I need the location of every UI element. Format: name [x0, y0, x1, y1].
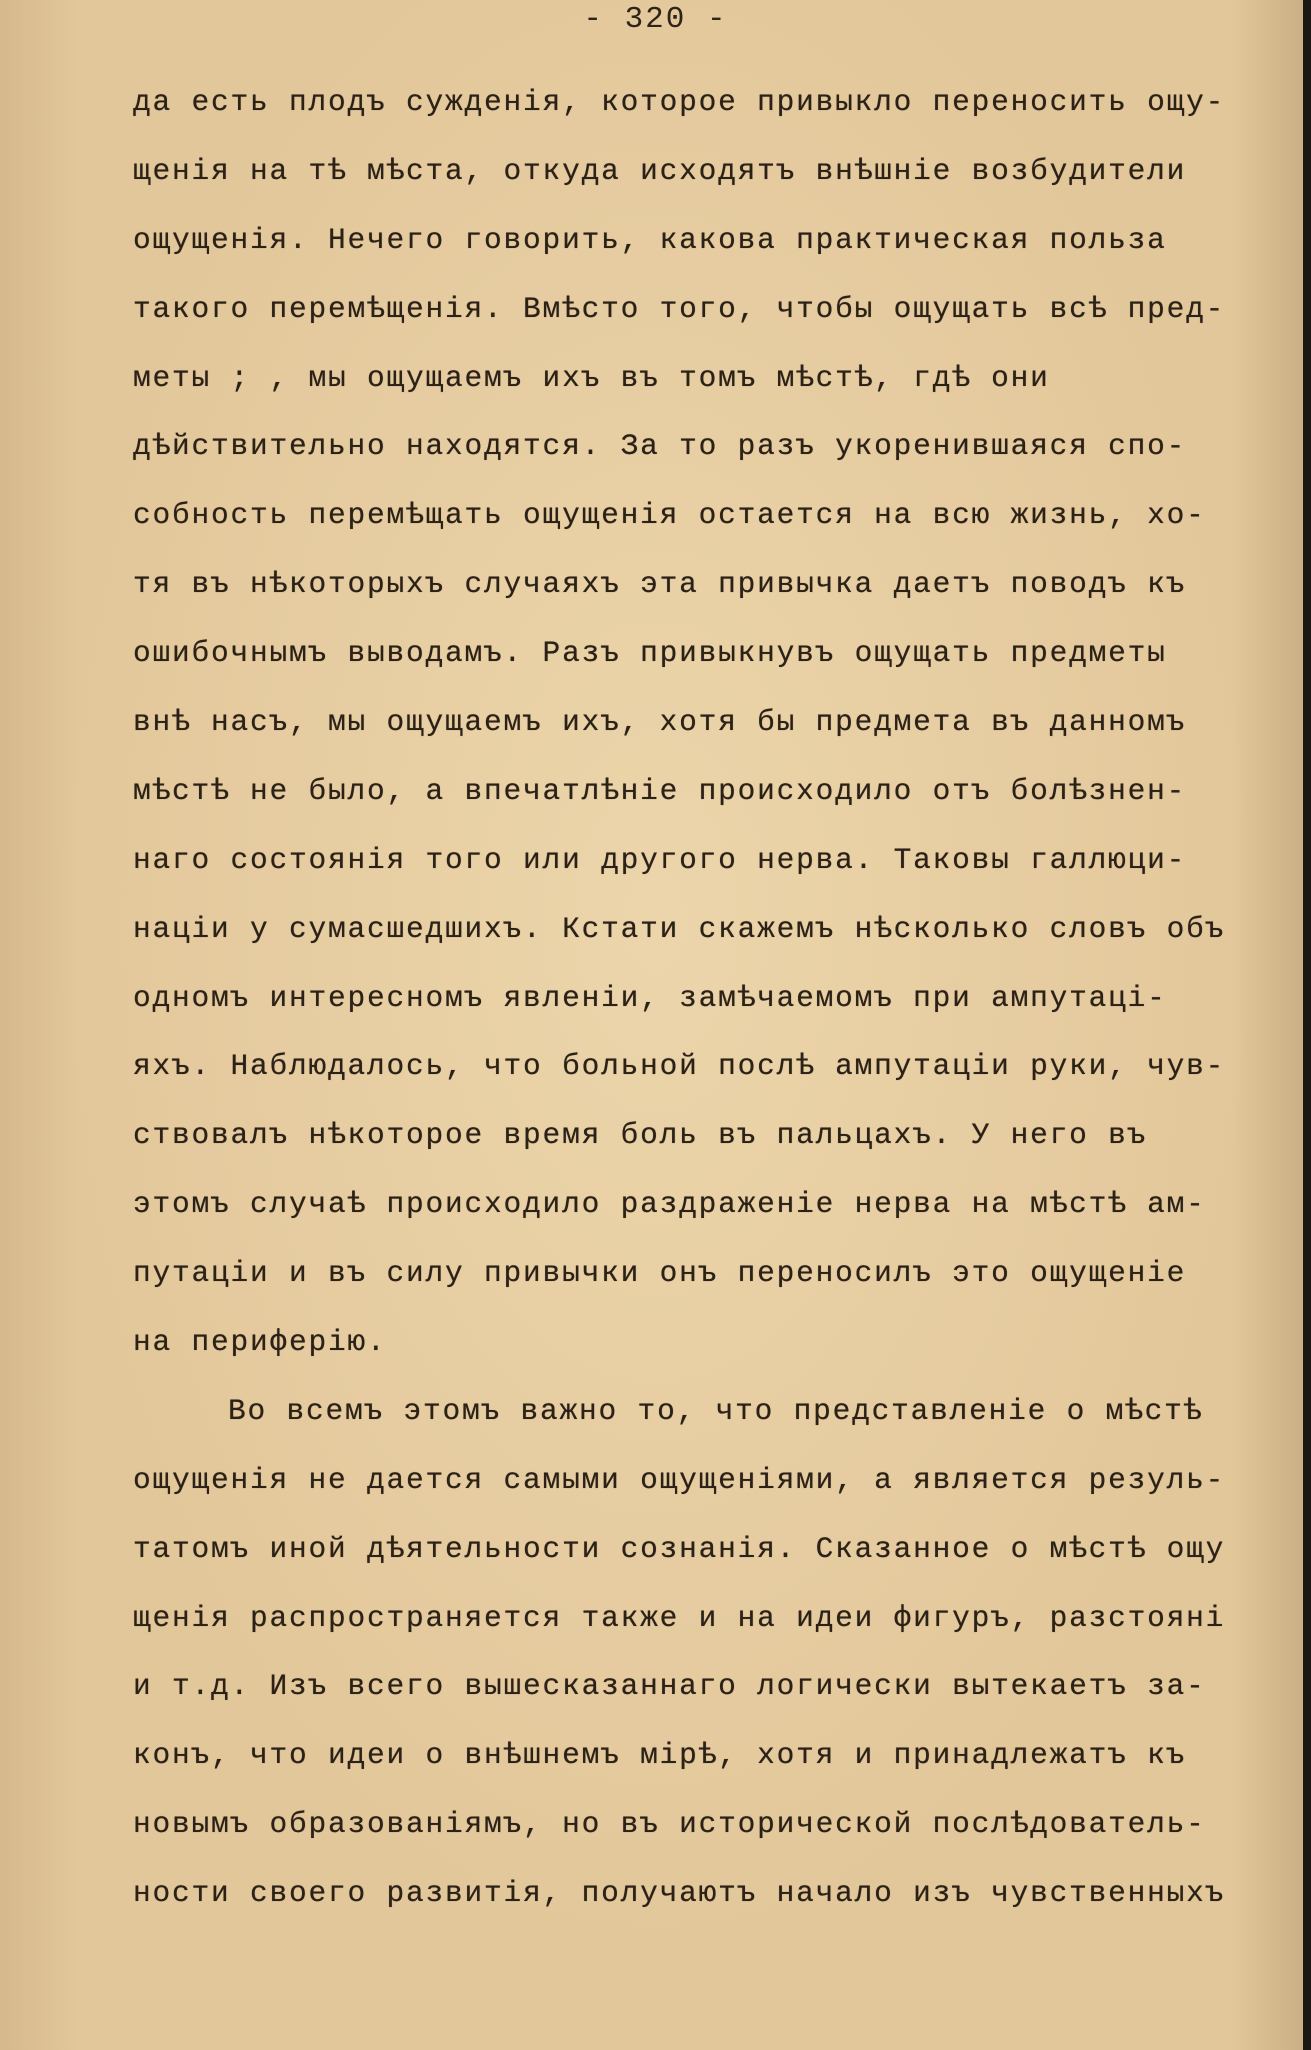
text-line: новымъ образованіямъ, но въ исторической послѣдователь-: [133, 1807, 1206, 1842]
text-line: ности своего развитія, получаютъ начало изъ чувственныхъ: [133, 1876, 1226, 1911]
text-line: да есть плодъ сужденія, которое привыкло переносить ощу-: [133, 85, 1226, 119]
text-line: одномъ интересномъ явленіи, замѣчаемомъ при ампутаці-: [133, 980, 1167, 1015]
text-line: татомъ иной дѣятельности сознанія. Сказанное о мѣстѣ ощу: [133, 1531, 1226, 1566]
text-line: на периферію.: [133, 1325, 387, 1360]
text-line: такого перемѣщенія. Вмѣсто того, чтобы ощущать всѣ пред-: [133, 291, 1226, 326]
text-line: щенія на тѣ мѣста, откуда исходятъ внѣшніе возбудители: [133, 153, 1187, 188]
paragraph-first-line: Во всемъ этомъ важно то, что представленіе о мѣстѣ: [228, 1393, 1204, 1428]
text-line: конъ, что идеи о внѣшнемъ мірѣ, хотя и принадлежатъ къ: [133, 1738, 1187, 1773]
body-text: [133, 68, 1293, 1928]
text-line: ствовалъ нѣкоторое время боль въ пальцахъ. У него въ: [133, 1118, 1148, 1153]
text-line: наго состоянія того или другого нерва. Таковы галлюци-: [133, 842, 1187, 877]
text-line: путаціи и въ силу привычки онъ переносилъ это ощущеніе: [133, 1256, 1187, 1291]
text-line: щенія распространяется также и на идеи фигуръ, разстоянi: [133, 1600, 1226, 1635]
text-line: этомъ случаѣ происходило раздраженіе нерва на мѣстѣ ам-: [133, 1187, 1206, 1222]
text-line: мѣстѣ не было, а впечатлѣніе происходило отъ болѣзнен-: [133, 773, 1187, 808]
text-line: тя въ нѣкоторыхъ случаяхъ эта привычка даетъ поводъ къ: [133, 567, 1187, 602]
text-line: яхъ. Наблюдалось, что больной послѣ ампутаціи руки, чув-: [133, 1049, 1226, 1084]
page-number: - 320 -: [583, 2, 728, 37]
text-line: ошибочнымъ выводамъ. Разъ привыкнувъ ощущать предметы: [133, 636, 1167, 671]
text-line: дѣйствительно находятся. За то разъ укоренившаяся спо-: [133, 429, 1187, 464]
text-line: ощущенія. Нечего говорить, какова практическая польза: [133, 222, 1167, 257]
text-line: націи у сумасшедшихъ. Кстати скажемъ нѣсколько словъ объ: [133, 911, 1226, 946]
text-line: и т.д. Изъ всего вышесказаннаго логически вытекаетъ за-: [133, 1669, 1206, 1704]
text-line: меты ; , мы ощущаемъ ихъ въ томъ мѣстѣ, гдѣ они: [133, 360, 1050, 395]
text-line: ощущенія не дается самыми ощущеніями, а является резуль-: [133, 1462, 1226, 1497]
text-line: собность перемѣщать ощущенія остается на всю жизнь, хо-: [133, 498, 1206, 533]
page-edge-shadow: [1303, 0, 1311, 2050]
text-line: внѣ насъ, мы ощущаемъ ихъ, хотя бы предмета въ данномъ: [133, 705, 1187, 740]
